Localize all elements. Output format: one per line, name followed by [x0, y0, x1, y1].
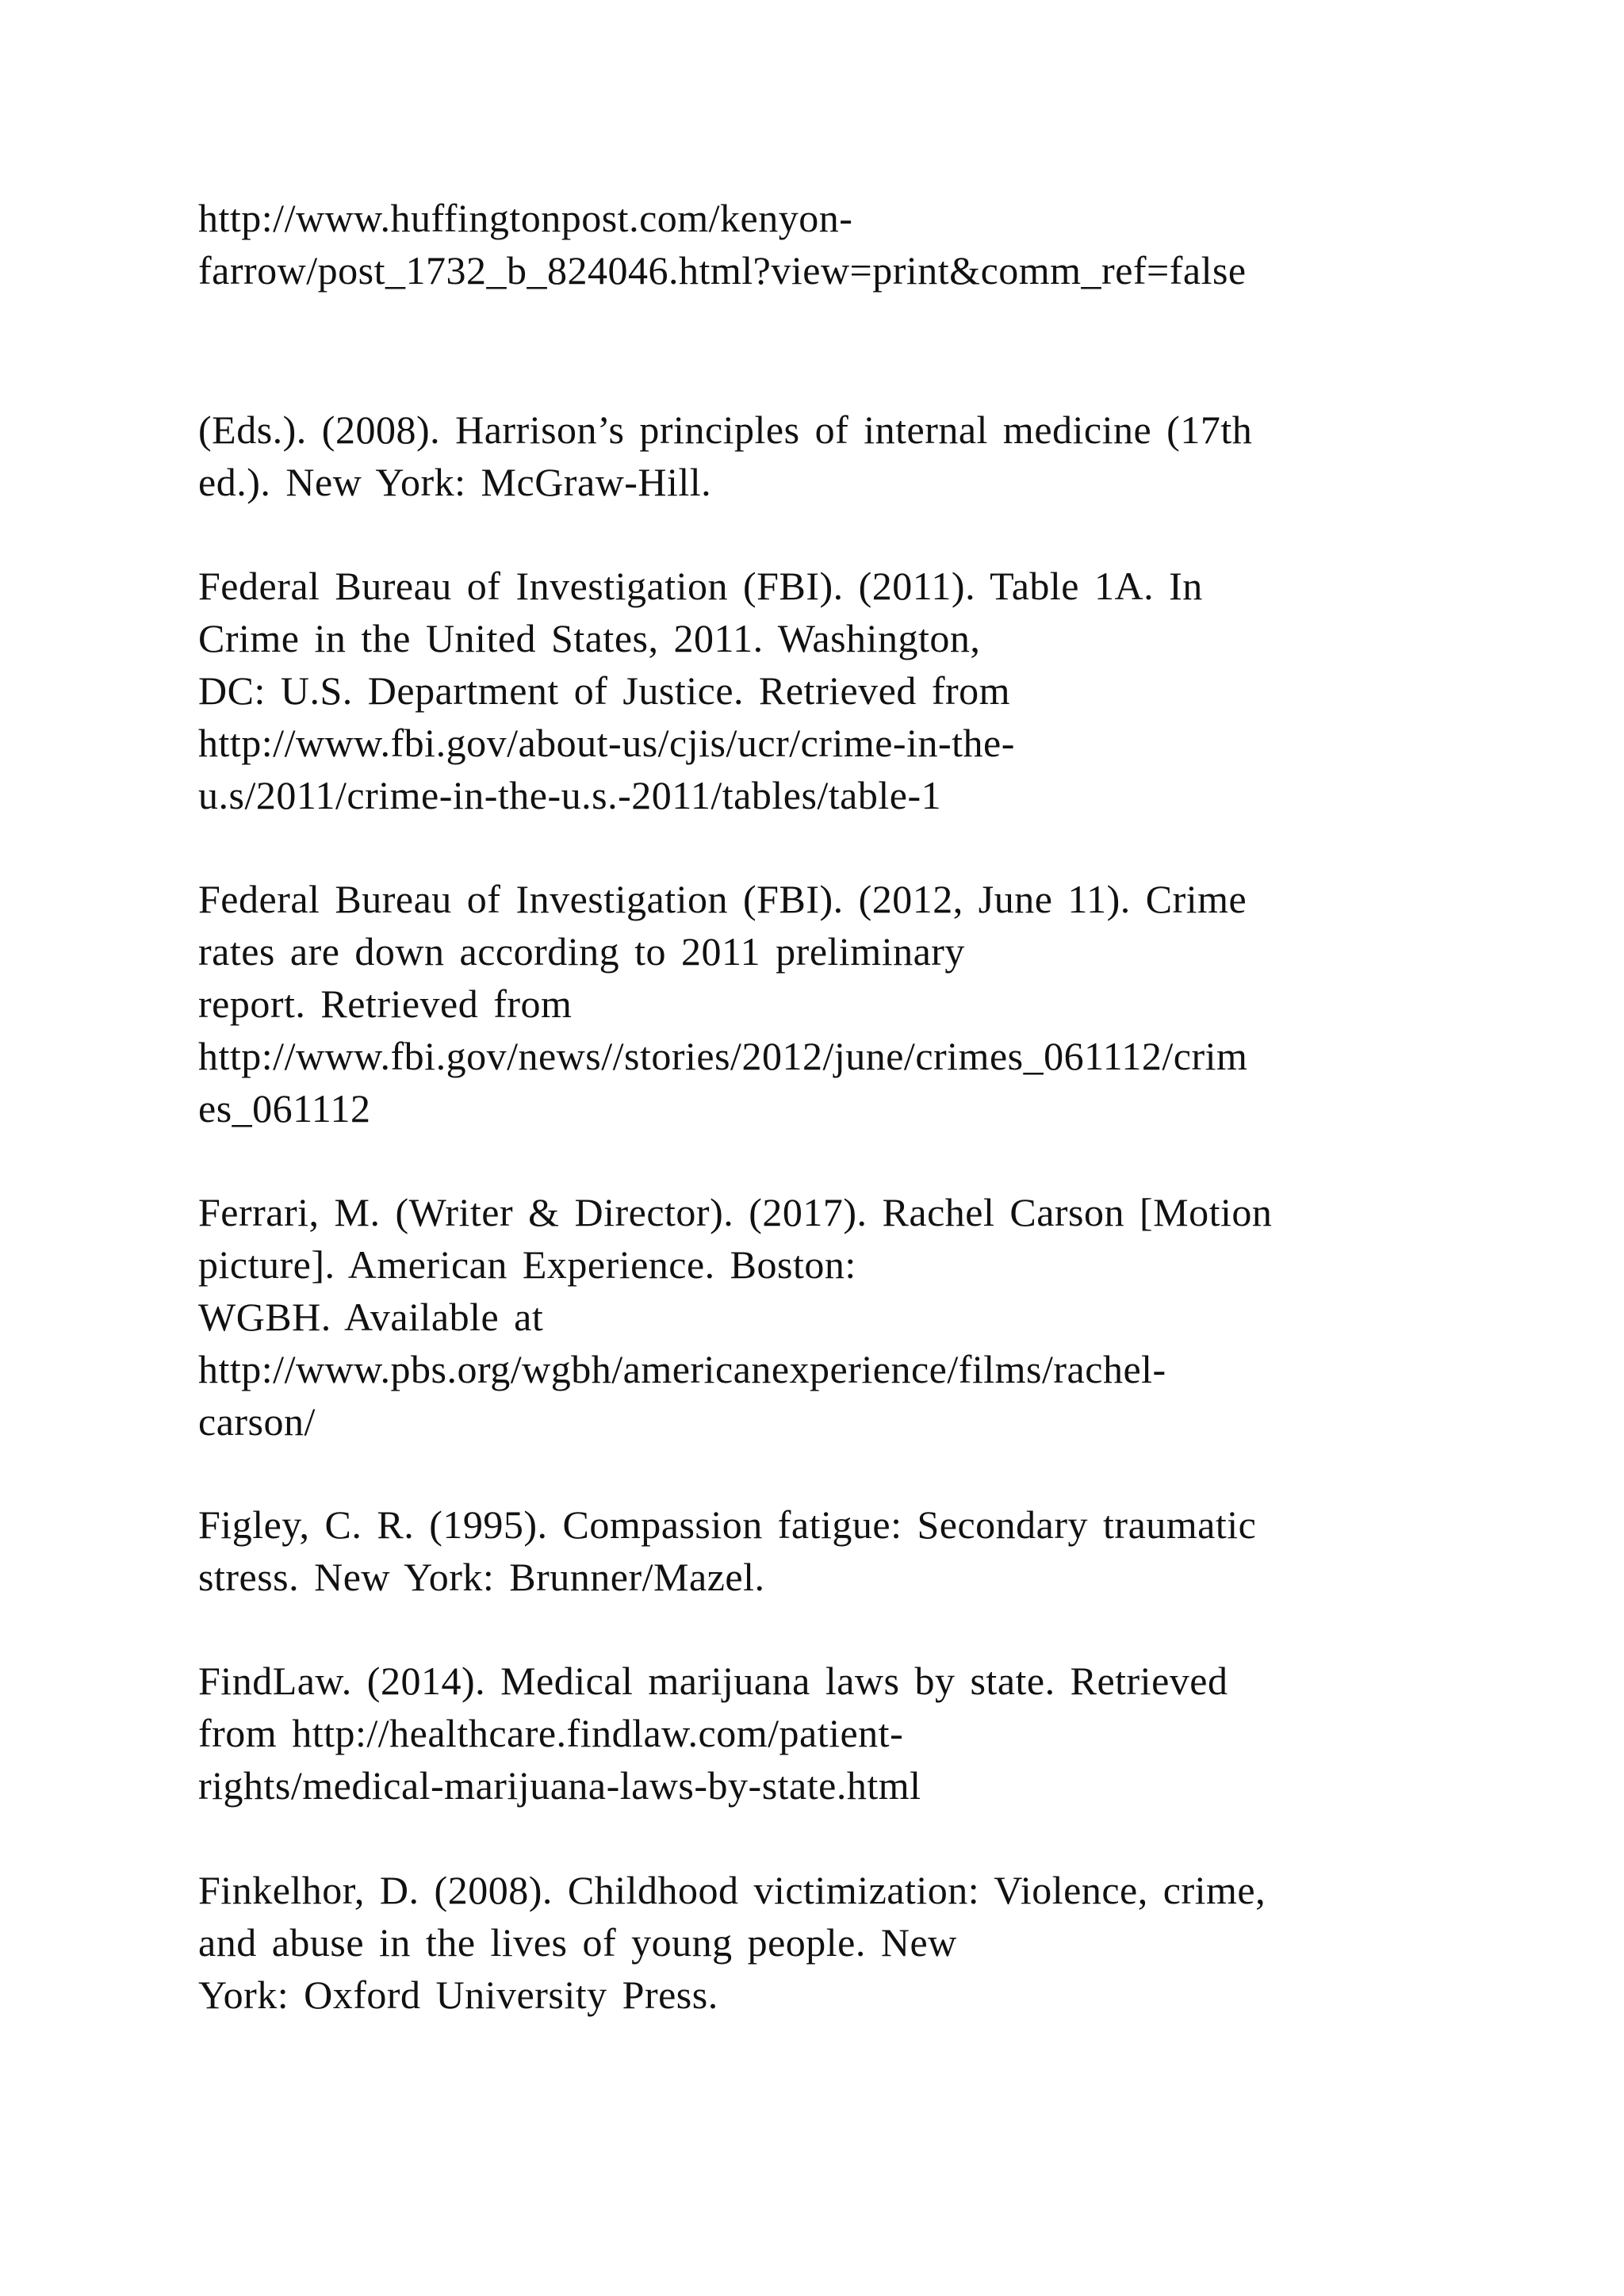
reference-entry	[198, 404, 1515, 508]
reference-entry	[198, 1655, 1515, 1812]
reference-line: stress. New York: Brunner/Mazel.	[198, 1555, 765, 1599]
reference-line: http://www.pbs.org/wgbh/americanexperience/films/rachel-	[198, 1347, 1166, 1391]
reference-line: es_061112	[198, 1086, 371, 1131]
reference-line: rights/medical-marijuana-laws-by-state.html	[198, 1763, 921, 1808]
reference-line: Federal Bureau of Investigation (FBI). (2012, June 11). Crime	[198, 877, 1247, 921]
reference-line: farrow/post_1732_b_824046.html?view=print&comm_ref=false	[198, 248, 1247, 293]
reference-entry	[198, 1498, 1515, 1603]
reference-entry	[198, 1186, 1515, 1448]
reference-line: report. Retrieved from	[198, 982, 573, 1026]
reference-line: and abuse in the lives of young people. New	[198, 1920, 957, 1965]
reference-line: Finkelhor, D. (2008). Childhood victimization: Violence, crime,	[198, 1868, 1266, 1912]
reference-entry	[198, 1864, 1515, 2021]
reference-line: picture]. American Experience. Boston:	[198, 1242, 856, 1287]
reference-entry	[198, 873, 1515, 1135]
reference-entry	[198, 192, 1515, 297]
reference-line: Federal Bureau of Investigation (FBI). (2011). Table 1A. In	[198, 564, 1203, 608]
reference-line: WGBH. Available at	[198, 1295, 544, 1339]
reference-line: FindLaw. (2014). Medical marijuana laws by state. Retrieved	[198, 1659, 1228, 1703]
reference-line: Figley, C. R. (1995). Compassion fatigue: Secondary traumatic	[198, 1502, 1257, 1547]
reference-line: http://www.fbi.gov/about-us/cjis/ucr/crime-in-the-	[198, 721, 1015, 765]
reference-line: (Eds.). (2008). Harrison’s principles of internal medicine (17th	[198, 408, 1253, 452]
reference-line: York: Oxford University Press.	[198, 1973, 718, 2017]
reference-line: Crime in the United States, 2011. Washington,	[198, 616, 981, 660]
reference-entry	[198, 560, 1515, 821]
reference-line: ed.). New York: McGraw-Hill.	[198, 460, 712, 504]
reference-line: DC: U.S. Department of Justice. Retrieved from	[198, 668, 1011, 713]
reference-line: carson/	[198, 1399, 316, 1444]
reference-line: http://www.fbi.gov/news//stories/2012/june/crimes_061112/crim	[198, 1034, 1248, 1078]
reference-line: Ferrari, M. (Writer & Director). (2017). Rachel Carson [Motion	[198, 1190, 1273, 1234]
reference-line: rates are down according to 2011 preliminary	[198, 929, 965, 974]
reference-line: u.s/2011/crime-in-the-u.s.-2011/tables/table-1	[198, 773, 942, 817]
reference-line: http://www.huffingtonpost.com/kenyon-	[198, 196, 853, 240]
reference-line: from http://healthcare.findlaw.com/patient-	[198, 1711, 904, 1755]
